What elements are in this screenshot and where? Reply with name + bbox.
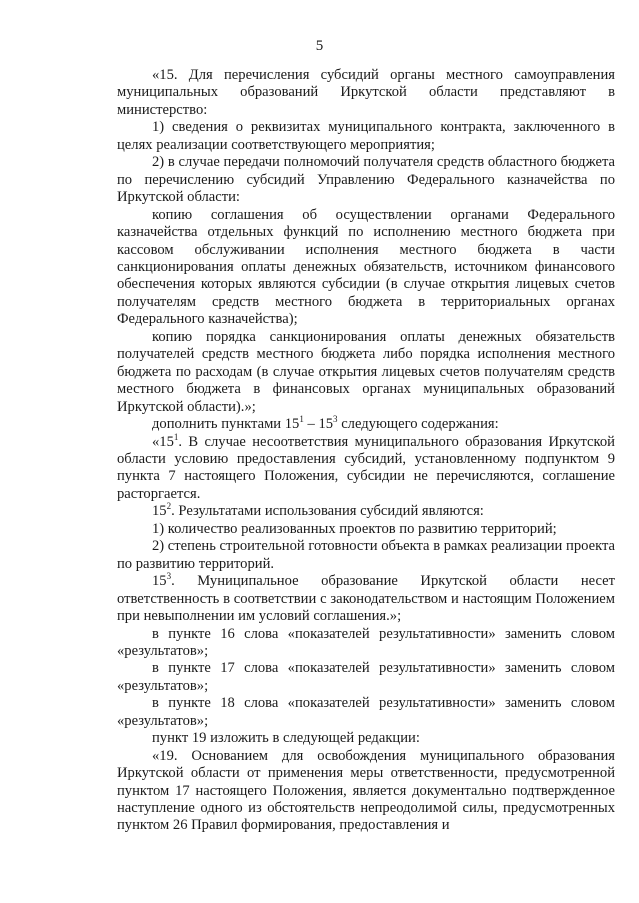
page-number: 5 (315, 38, 324, 54)
paragraph (117, 521, 615, 538)
paragraph (117, 626, 615, 661)
paragraph-text: «15. Для перечисления субсидий органы местного самоуправления муниципальных образований Иркутской области представляют в министерство: (117, 67, 615, 118)
paragraph-text: следующего содержания: (337, 416, 499, 433)
paragraph-text: . В случае несоответствия муниципального образования Иркутской области условию предоставления субсидий, установленному подпунктом 9 пункта 7 настоящего Положения, субсидии не перечисляются, соглашение расторгается. (117, 433, 615, 502)
paragraph (117, 431, 615, 504)
paragraph (117, 207, 615, 329)
paragraph (117, 119, 615, 154)
superscript: 3 (166, 571, 172, 582)
superscript: 1 (173, 431, 179, 442)
paragraph-text: . Результатами использования субсидий являются: (171, 503, 484, 520)
document-body (117, 67, 615, 835)
paragraph-text: «19. Основанием для освобождения муниципального образования Иркутской области от применения меры ответственности, предусмотренной пунктом 17 настоящего Положения, является документально подтвержденное наступление одного из обстоятельств непреодолимой силы, предусмотренных пунктом 26 Правил формирования, предоставления и (117, 747, 615, 834)
paragraph-text: копию соглашения об осуществлении органами Федерального казначейства отдельных функций по исполнению местного бюджета при кассовом обслуживании исполнения местного бюджета в части санкционирования оплаты денежных обязательств, источником финансового обеспечения которых являются субсидии (в случае открытия лицевых счетов получателям средств местного бюджета в территориальных органах Федерального казначейства); (117, 206, 615, 328)
paragraph (117, 730, 615, 747)
paragraph-text: дополнить пунктами 15 (152, 416, 300, 433)
paragraph-text: в пункте 16 слова «показателей результативности» заменить словом «результатов»; (117, 625, 615, 659)
paragraph (117, 154, 615, 206)
paragraph (117, 695, 615, 730)
paragraph-text: 15 (152, 503, 167, 520)
paragraph-text: пункт 19 изложить в следующей редакции: (152, 730, 420, 747)
paragraph-text: 15 (152, 573, 167, 590)
superscript: 3 (333, 414, 338, 425)
paragraph (117, 538, 615, 573)
paragraph (117, 660, 615, 695)
paragraph-text: «15 (152, 433, 174, 450)
paragraph-text: 2) степень строительной готовности объекта в рамках реализации проекта по развитию территорий. (117, 538, 615, 572)
paragraph-text: 1) сведения о реквизитах муниципального контракта, заключенного в целях реализации соответствующего мероприятия; (117, 119, 615, 153)
paragraph-text: – 15 (303, 416, 334, 433)
paragraph (117, 67, 615, 119)
superscript: 2 (166, 501, 172, 512)
paragraph (117, 748, 615, 835)
paragraph-text: в пункте 18 слова «показателей результативности» заменить словом «результатов»; (117, 695, 615, 729)
paragraph-text: копию порядка санкционирования оплаты денежных обязательств получателей средств местного бюджета либо порядка исполнения местного бюджета по расходам (в случае открытия лицевых счетов получателям средств местного бюджета в финансовых органах муниципальных образований Иркутской области).»; (117, 328, 615, 415)
paragraph-text: . Муниципальное образование Иркутской области несет ответственность в соответствии с законодательством и настоящим Положением при невыполнении им условий соглашения.»; (117, 573, 615, 625)
paragraph (117, 503, 615, 520)
paragraph-text: в пункте 17 слова «показателей результативности» заменить словом «результатов»; (117, 660, 615, 694)
superscript: 1 (299, 414, 304, 425)
paragraph (117, 573, 615, 625)
paragraph-text: 1) количество реализованных проектов по развитию территорий; (152, 520, 557, 537)
paragraph (117, 416, 615, 433)
paragraph-text: 2) в случае передачи полномочий получателя средств областного бюджета по перечислению субсидий Управлению Федерального казначейства по Иркутской области: (117, 154, 615, 206)
paragraph (117, 329, 615, 416)
